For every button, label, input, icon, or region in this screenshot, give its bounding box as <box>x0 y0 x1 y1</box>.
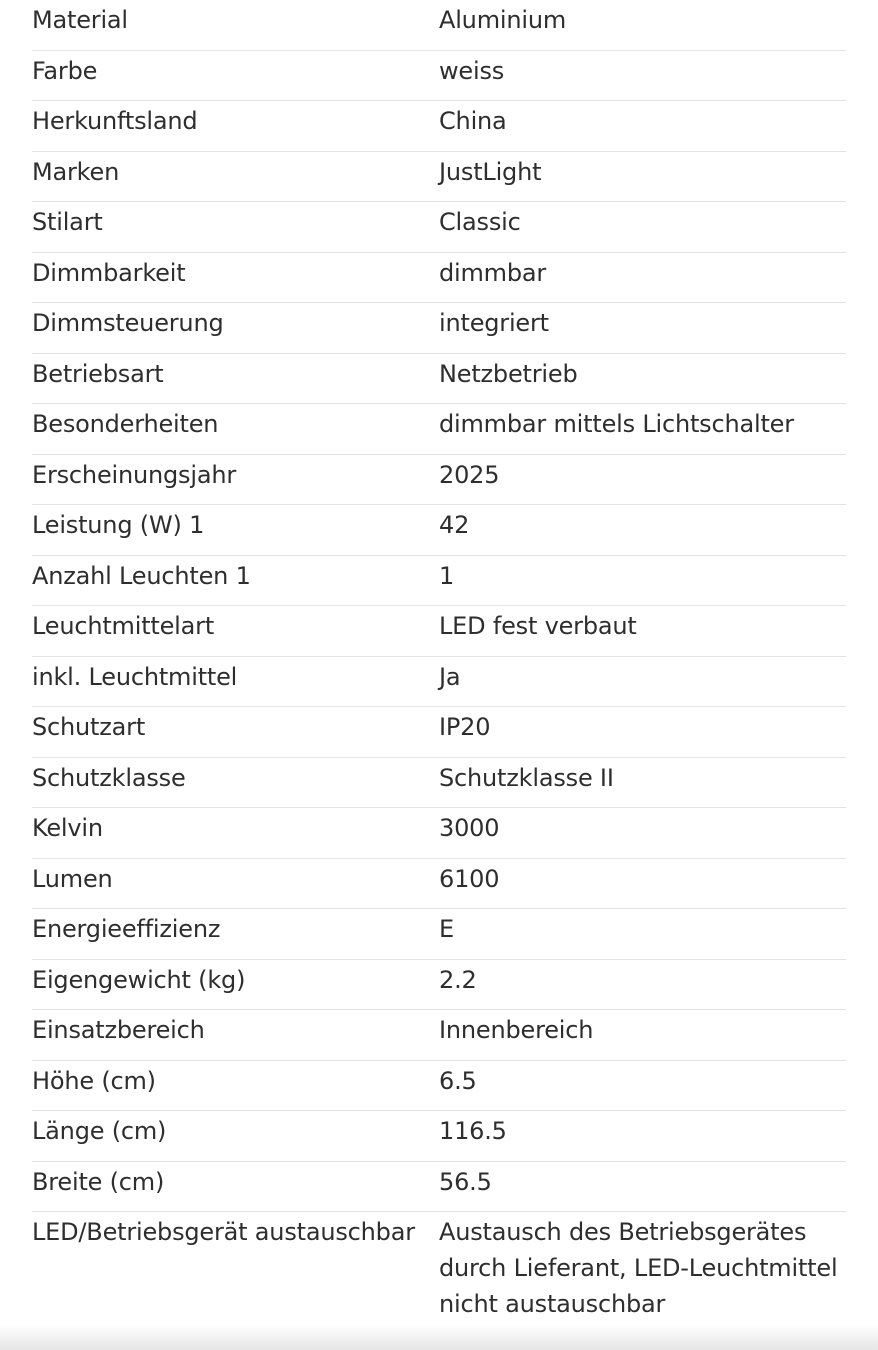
bottom-shadow <box>0 1324 878 1350</box>
spec-row-schutzklasse <box>32 758 846 809</box>
spec-key: Breite (cm) <box>32 1167 165 1196</box>
spec-value: LED fest verbaut <box>439 612 637 640</box>
spec-value: Classic <box>439 208 521 236</box>
spec-value: 6.5 <box>439 1066 477 1095</box>
spec-row-kelvin <box>32 808 846 859</box>
spec-value: Austausch des Betriebsgerätes durch Lieferant, LED-Leuchtmittel nicht austauschbar <box>439 1218 838 1318</box>
spec-value: 6100 <box>439 864 500 893</box>
spec-row-leuchtmittelart <box>32 606 846 657</box>
spec-value: integriert <box>439 309 549 337</box>
spec-row-dimmbarkeit <box>32 253 846 304</box>
spec-row-betriebsart <box>32 354 846 405</box>
spec-key: Schutzart <box>32 713 146 741</box>
spec-row-herkunftsland <box>32 101 846 152</box>
spec-key: Erscheinungsjahr <box>32 460 236 489</box>
spec-row-schutzart <box>32 707 846 758</box>
spec-key: Farbe <box>32 56 98 85</box>
spec-key: Betriebsart <box>32 359 164 388</box>
spec-value: 116.5 <box>439 1117 507 1145</box>
spec-row-inkl-leuchtmittel <box>32 657 846 708</box>
spec-row-leistung <box>32 505 846 556</box>
spec-key: Besonderheiten <box>32 410 219 438</box>
spec-key: Lumen <box>32 864 113 893</box>
spec-row-einsatzbereich <box>32 1010 846 1061</box>
spec-value: 3000 <box>439 814 500 842</box>
spec-row-lumen <box>32 859 846 910</box>
spec-key: Energieeffizienz <box>32 915 221 943</box>
spec-value: E <box>439 915 454 943</box>
spec-key: Kelvin <box>32 814 103 842</box>
spec-value: 42 <box>439 511 470 539</box>
spec-key: Leuchtmittelart <box>32 612 215 640</box>
spec-row-eigengewicht <box>32 960 846 1011</box>
spec-key: Dimmsteuerung <box>32 309 224 337</box>
spec-row-erscheinungsjahr <box>32 455 846 506</box>
spec-key: Anzahl Leuchten 1 <box>32 561 251 590</box>
spec-row-led-austauschbar <box>32 1212 846 1334</box>
spec-key: Material <box>32 6 128 34</box>
spec-key: inkl. Leuchtmittel <box>32 662 238 691</box>
spec-value: dimmbar <box>439 258 547 287</box>
spec-value: dimmbar mittels Lichtschalter <box>439 410 794 438</box>
spec-key: Länge (cm) <box>32 1117 167 1145</box>
spec-row-marken <box>32 152 846 203</box>
spec-key: Höhe (cm) <box>32 1066 156 1095</box>
spec-value: 2.2 <box>439 965 477 994</box>
spec-key: Marken <box>32 157 120 186</box>
spec-row-hoehe <box>32 1061 846 1112</box>
spec-row-breite <box>32 1162 846 1213</box>
spec-value: China <box>439 107 507 135</box>
spec-value: weiss <box>439 56 505 85</box>
spec-value: Ja <box>439 662 461 691</box>
spec-value: Netzbetrieb <box>439 359 578 388</box>
spec-row-energieeffizienz <box>32 909 846 960</box>
spec-row-stilart <box>32 202 846 253</box>
spec-value: 1 <box>439 561 455 590</box>
spec-row-farbe <box>32 51 846 102</box>
spec-value: 2025 <box>439 460 500 489</box>
spec-key: Einsatzbereich <box>32 1016 205 1044</box>
spec-row-material <box>32 0 846 51</box>
spec-key: Stilart <box>32 208 103 236</box>
product-spec-table <box>32 0 846 1334</box>
spec-key: Herkunftsland <box>32 107 198 135</box>
spec-row-besonderheiten <box>32 404 846 455</box>
spec-value: JustLight <box>439 157 542 186</box>
spec-value: IP20 <box>439 713 491 741</box>
spec-key: Leistung (W) 1 <box>32 511 205 539</box>
spec-key: Dimmbarkeit <box>32 258 186 287</box>
spec-key: LED/Betriebsgerät austauschbar <box>32 1218 415 1246</box>
spec-value: Schutzklasse II <box>439 763 614 792</box>
spec-key: Eigengewicht (kg) <box>32 965 246 994</box>
spec-value: 56.5 <box>439 1167 492 1196</box>
spec-row-dimmsteuerung <box>32 303 846 354</box>
spec-value: Innenbereich <box>439 1016 594 1044</box>
spec-row-laenge <box>32 1111 846 1162</box>
spec-value: Aluminium <box>439 6 567 34</box>
spec-row-anzahl-leuchten <box>32 556 846 607</box>
spec-key: Schutzklasse <box>32 763 186 792</box>
